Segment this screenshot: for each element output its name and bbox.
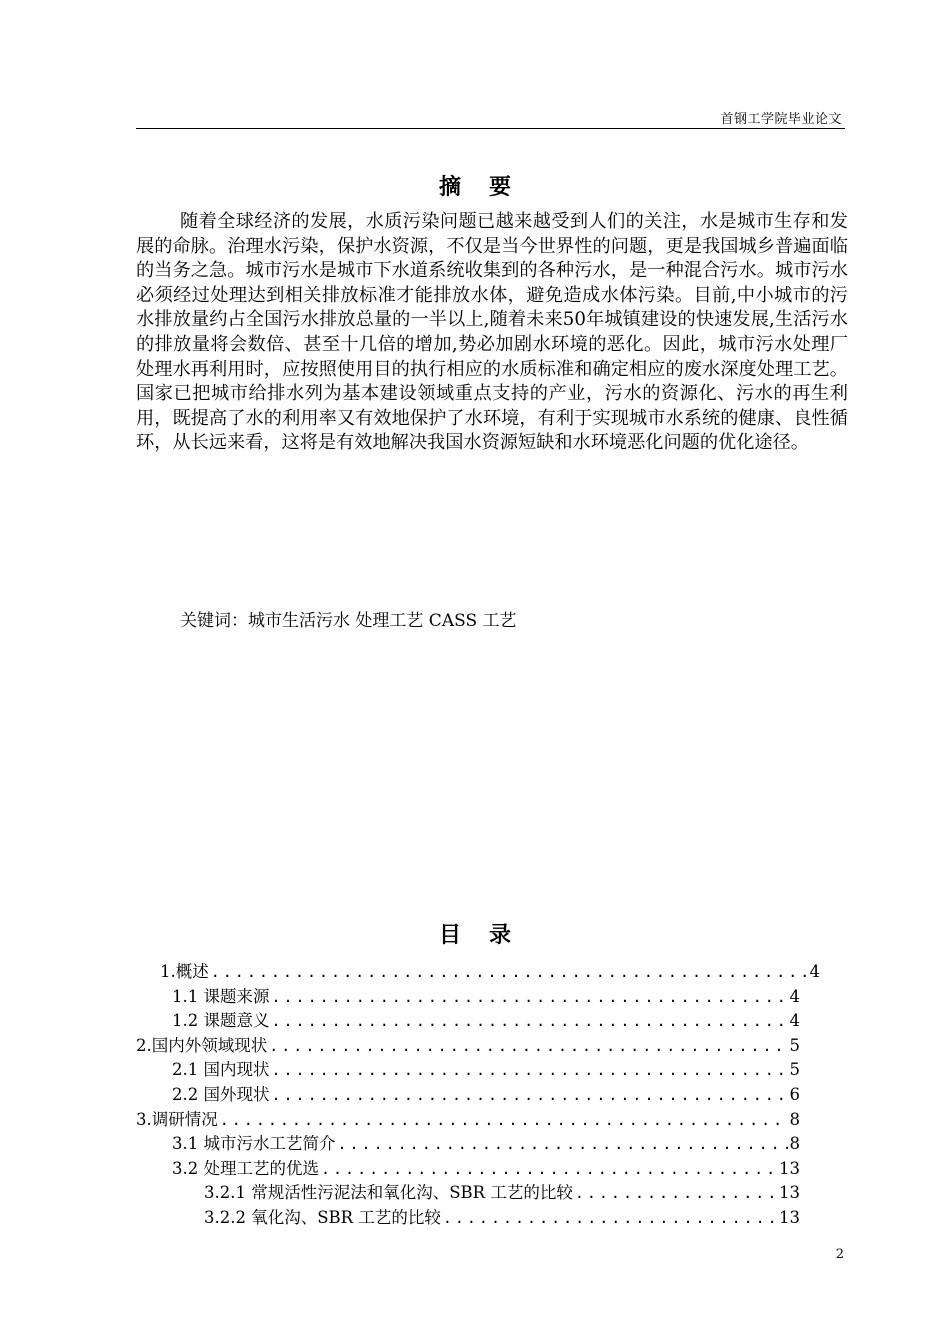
toc-entry-page: 5 (789, 1060, 800, 1080)
toc-leader (321, 1160, 777, 1178)
toc-leader (272, 1061, 788, 1079)
toc-entry[interactable] (172, 1130, 800, 1155)
toc-entry[interactable] (172, 1155, 800, 1180)
toc-entry-page: 8 (789, 1109, 800, 1129)
toc-entry[interactable] (136, 1106, 800, 1131)
toc-entry-label: 3.1 城市污水工艺简介 (172, 1134, 336, 1154)
toc-leader (272, 1012, 788, 1030)
toc-entry[interactable] (172, 1081, 800, 1106)
toc-entry-label: 1.概述 (160, 962, 209, 981)
toc-entry-label: 3.2 处理工艺的优选 (172, 1158, 319, 1178)
toc-entry-label: 1.2 课题意义 (172, 1011, 270, 1031)
toc-entry[interactable] (136, 1032, 800, 1057)
header-rule (136, 128, 845, 129)
toc-leader (269, 1037, 787, 1055)
toc-entry-label: 1.1 课题来源 (172, 986, 270, 1006)
toc-leader (272, 988, 788, 1006)
toc-entry-label: 3.调研情况 (136, 1109, 218, 1129)
toc-entry-label: 3.2.2 氧化沟、SBR 工艺的比较 (204, 1207, 441, 1227)
toc-leader (220, 1111, 788, 1129)
toc-entry-page: 4 (789, 1011, 800, 1031)
toc-leader (211, 963, 808, 981)
running-header: 首钢工学院毕业论文 (720, 112, 842, 127)
toc-leader (338, 1135, 788, 1153)
toc-entry[interactable] (172, 1056, 800, 1081)
page-number: 2 (835, 1247, 844, 1262)
toc-entry[interactable] (172, 983, 800, 1008)
toc-entry-page: 13 (779, 1158, 800, 1178)
abstract-title: 摘要 (438, 174, 539, 200)
toc-entry[interactable] (204, 1179, 800, 1204)
toc-entry-page: 13 (779, 1183, 800, 1203)
table-of-contents (136, 958, 826, 1229)
toc-entry-page: 4 (789, 986, 800, 1006)
toc-entry-label: 2.2 国外现状 (172, 1084, 270, 1104)
toc-entry-page: 5 (789, 1035, 800, 1055)
toc-entry-page: 8 (789, 1134, 800, 1154)
toc-entry-page: 4 (809, 962, 820, 981)
toc-entry[interactable] (172, 1007, 800, 1032)
keywords: 关键词：城市生活污水 处理工艺 CASS 工艺 (180, 611, 517, 631)
toc-title: 目录 (438, 922, 539, 948)
toc-entry[interactable] (204, 1204, 800, 1229)
toc-leader (272, 1086, 788, 1104)
toc-leader (575, 1184, 777, 1202)
toc-leader (443, 1209, 777, 1227)
toc-entry-label: 2.国内外领域现状 (136, 1035, 268, 1055)
abstract-body: 随着全球经济的发展，水质污染问题已越来越受到人们的关注，水是城市生存和发展的命脉。治理水污染，保护水资源，不仅是当今世界性的问题，更是我国城乡普遍面临的当务之急。城市污水是城市下水道系统收集到的各种污水，是一种混合污水。城市污水必须经过处理达到相关排放标准才能排放水体，避免造成水体污染。目前,中小城市的污水排放量约占全国污水排放总量的一半以上,随着未来50年城镇建设的快速发展,生活污水的排放量将会数倍、甚至十几倍的增加,势必加剧水环境的恶化。因此，城市污水处理厂处理水再利用时，应按照使用目的执行相应的水质标准和确定相应的废水深度处理工艺。国家已把城市给排水列为基本建设领域重点支持的产业，污水的资源化、污水的再生利用，既提高了水的利用率又有效地保护了水环境，有利于实现城市水系统的健康、良性循环，从长远来看，这将是有效地解决我国水资源短缺和水环境恶化问题的优化途径。 (136, 211, 848, 454)
toc-entry[interactable] (160, 958, 820, 983)
toc-entry-label: 2.1 国内现状 (172, 1060, 270, 1080)
toc-entry-page: 6 (789, 1084, 800, 1104)
toc-entry-label: 3.2.1 常规活性污泥法和氧化沟、SBR 工艺的比较 (204, 1183, 573, 1203)
toc-entry-page: 13 (779, 1207, 800, 1227)
